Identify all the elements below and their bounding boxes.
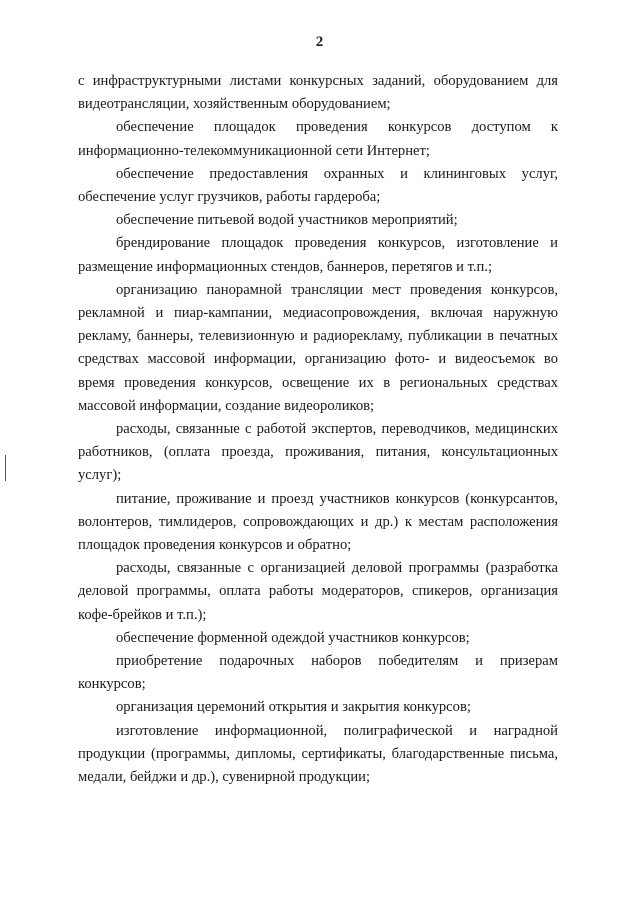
paragraph-internet-access: обеспечение площадок проведения конкурсов доступом к информационно-телекоммуникационной сети Интернет; xyxy=(78,119,558,159)
paragraph-ceremonies: организация церемоний открытия и закрытия конкурсов; xyxy=(116,699,471,716)
paragraph-media-campaign: организацию панорамной трансляции мест проведения конкурсов, рекламной и пиар-кампании, медиасопровождения, включая наружную рекламу, баннеры, телевизионную и радиорекламу, публикации в печатных средствах массовой информации, организацию фото- и видеосъемок во время проведения конкурсов, освещение их в региональных средствах массовой информации, создание видеороликов; xyxy=(78,281,558,414)
paragraph-uniforms: обеспечение форменной одеждой участников конкурсов; xyxy=(116,629,470,646)
scan-artifact-line xyxy=(5,455,6,481)
paragraph-experts-expenses: расходы, связанные с работой экспертов, переводчиков, медицинских работников, (оплата проезда, проживания, питания, консультационных услуг); xyxy=(78,421,558,484)
paragraph-participants-travel: питание, проживание и проезд участников конкурсов (конкурсантов, волонтеров, тимлидеров, сопровождающих и др.) к местам расположения площадок проведения конкурсов и обратно; xyxy=(78,490,558,554)
paragraph-infrastructure: с инфраструктурными листами конкурсных заданий, оборудованием для видеотрансляции, хозяйственным оборудованием; xyxy=(78,73,558,113)
page-number: 2 xyxy=(315,34,324,50)
paragraph-business-program: расходы, связанные с организацией деловой программы (разработка деловой программы, оплата работы модераторов, спикеров, организация кофе-брейков и т.п.); xyxy=(78,560,558,623)
paragraph-drinking-water: обеспечение питьевой водой участников мероприятий; xyxy=(116,212,458,229)
paragraph-printed-products: изготовление информационной, полиграфической и наградной продукции (программы, дипломы, сертификаты, благодарственные письма, медали, бейджи и др.), сувенирной продукции; xyxy=(78,722,558,786)
document-body xyxy=(78,70,558,789)
paragraph-security-cleaning: обеспечение предоставления охранных и клининговых услуг, обеспечение услуг грузчиков, работы гардероба; xyxy=(78,165,558,206)
paragraph-branding: брендирование площадок проведения конкурсов, изготовление и размещение информационных стендов, баннеров, перетягов и т.п.; xyxy=(78,235,558,275)
paragraph-gift-sets: приобретение подарочных наборов победителям и призерам конкурсов; xyxy=(78,653,558,693)
